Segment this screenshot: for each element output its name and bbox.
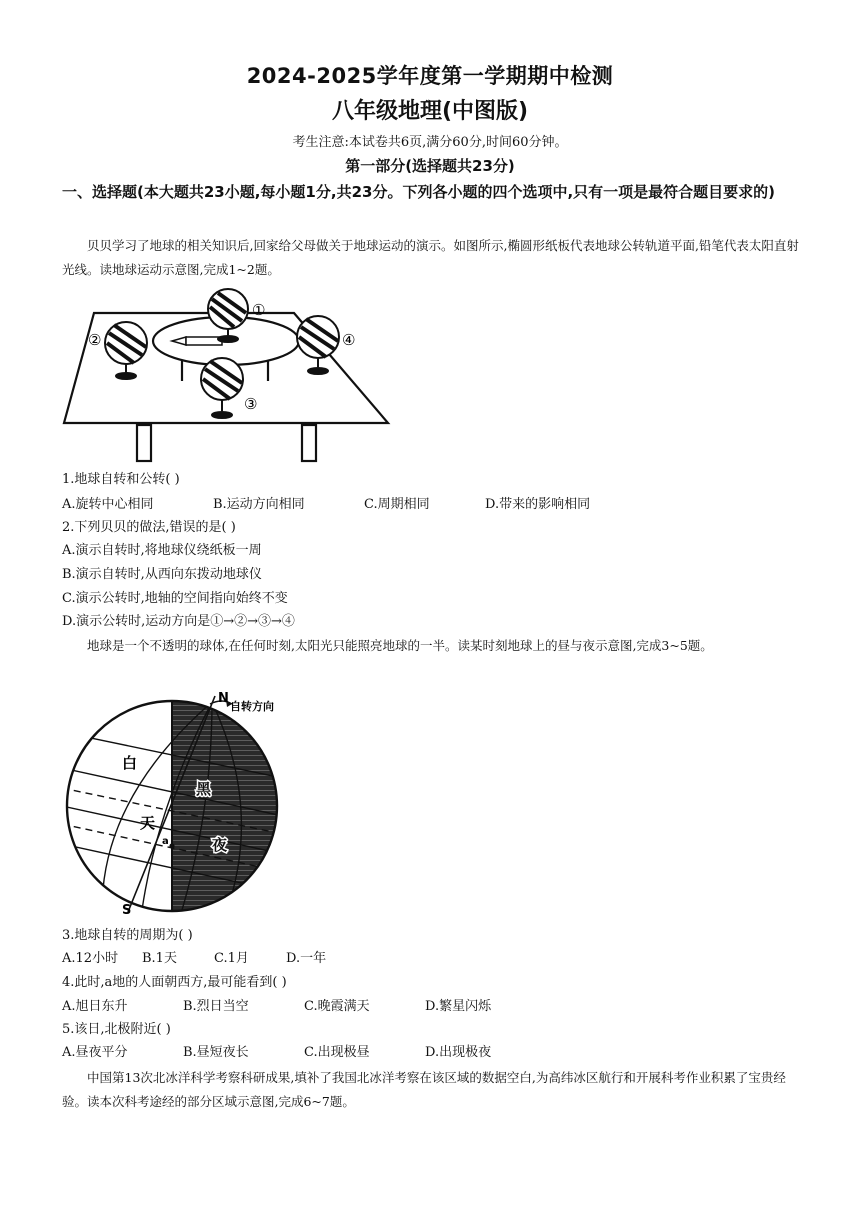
earth-motion-figure — [62, 285, 392, 463]
figure1-label-3: ③ — [244, 395, 258, 413]
q3-option-b: B.1天 — [142, 951, 177, 966]
question-1-stem: 1.地球自转和公转( ) — [62, 472, 180, 487]
section-title: 一、选择题(本大题共23小题,每小题1分,共23分。下列各小题的四个选项中,只有一项是最符合题目要求的) — [62, 183, 775, 201]
intro-paragraph-1: 贝贝学习了地球的相关知识后,回家给父母做关于地球运动的演示。如图所示,椭圆形纸板代表地球公转轨道平面,铅笔代表太阳直射光线。读地球运动示意图,完成1~2题。 — [62, 238, 799, 277]
question-4-options — [62, 997, 491, 1017]
q3-option-a: A.12小时 — [62, 951, 119, 966]
point-a-label: a — [162, 836, 169, 847]
q4-option-b: B.烈日当空 — [183, 999, 249, 1014]
figure1-label-4: ④ — [342, 331, 356, 349]
question-1-options — [62, 495, 590, 515]
day-night-figure — [62, 688, 302, 916]
q2-option-d: D.演示公转时,运动方向是①→②→③→④ — [62, 614, 295, 629]
q5-option-b: B.昼短夜长 — [183, 1045, 249, 1060]
exam-notice: 考生注意:本试卷共6页,满分60分,时间60分钟。 — [292, 135, 568, 150]
q4-option-c: C.晚霞满天 — [304, 999, 370, 1014]
south-label: S — [122, 903, 132, 916]
north-label: N — [218, 691, 229, 706]
part-title: 第一部分(选择题共23分) — [345, 157, 515, 175]
figure1-label-1: ① — [252, 301, 266, 319]
night-label-1: 黑 — [196, 780, 212, 798]
q2-option-b: B.演示自转时,从西向东拨动地球仪 — [62, 567, 262, 582]
q5-option-c: C.出现极昼 — [304, 1045, 370, 1060]
question-2-stem: 2.下列贝贝的做法,错误的是( ) — [62, 520, 236, 535]
question-5-stem: 5.该日,北极附近( ) — [62, 1022, 171, 1037]
q2-option-c: C.演示公转时,地轴的空间指向始终不变 — [62, 591, 288, 606]
exam-subtitle: 八年级地理(中图版) — [331, 99, 529, 124]
q1-option-d: D.带来的影响相同 — [485, 497, 591, 512]
q1-option-c: C.周期相同 — [364, 497, 430, 512]
day-label-1: 白 — [122, 754, 138, 772]
q3-option-c: C.1月 — [214, 951, 249, 966]
q2-option-a: A.演示自转时,将地球仪绕纸板一周 — [62, 543, 262, 558]
night-label-2: 夜 — [212, 836, 228, 854]
q1-option-b: B.运动方向相同 — [213, 497, 305, 512]
intro-paragraph-3: 中国第13次北冰洋科学考察科研成果,填补了我国北冰洋考察在该区域的数据空白,为高纬冰区航行和开展科考作业积累了宝贵经验。读本次科考途经的部分区域示意图,完成6~7题。 — [62, 1070, 786, 1109]
day-label-2: 天 — [140, 814, 156, 832]
question-3-options — [62, 949, 326, 969]
q3-option-d: D.一年 — [286, 951, 327, 966]
rotation-direction-label: 自转方向 — [230, 700, 274, 713]
question-5-options — [62, 1043, 491, 1063]
exam-title: 2024-2025学年度第一学期期中检测 — [246, 64, 614, 88]
q5-option-d: D.出现极夜 — [425, 1045, 492, 1060]
q4-option-a: A.旭日东升 — [62, 999, 128, 1014]
intro-paragraph-2: 地球是一个不透明的球体,在任何时刻,太阳光只能照亮地球的一半。读某时刻地球上的昼与夜示意图,完成3~5题。 — [87, 638, 713, 653]
q5-option-a: A.昼夜平分 — [62, 1045, 128, 1060]
q4-option-d: D.繁星闪烁 — [425, 999, 492, 1014]
question-4-stem: 4.此时,a地的人面朝西方,最可能看到( ) — [62, 975, 287, 990]
question-3-stem: 3.地球自转的周期为( ) — [62, 928, 193, 943]
figure1-label-2: ② — [88, 331, 102, 349]
q1-option-a: A.旋转中心相同 — [62, 497, 154, 512]
